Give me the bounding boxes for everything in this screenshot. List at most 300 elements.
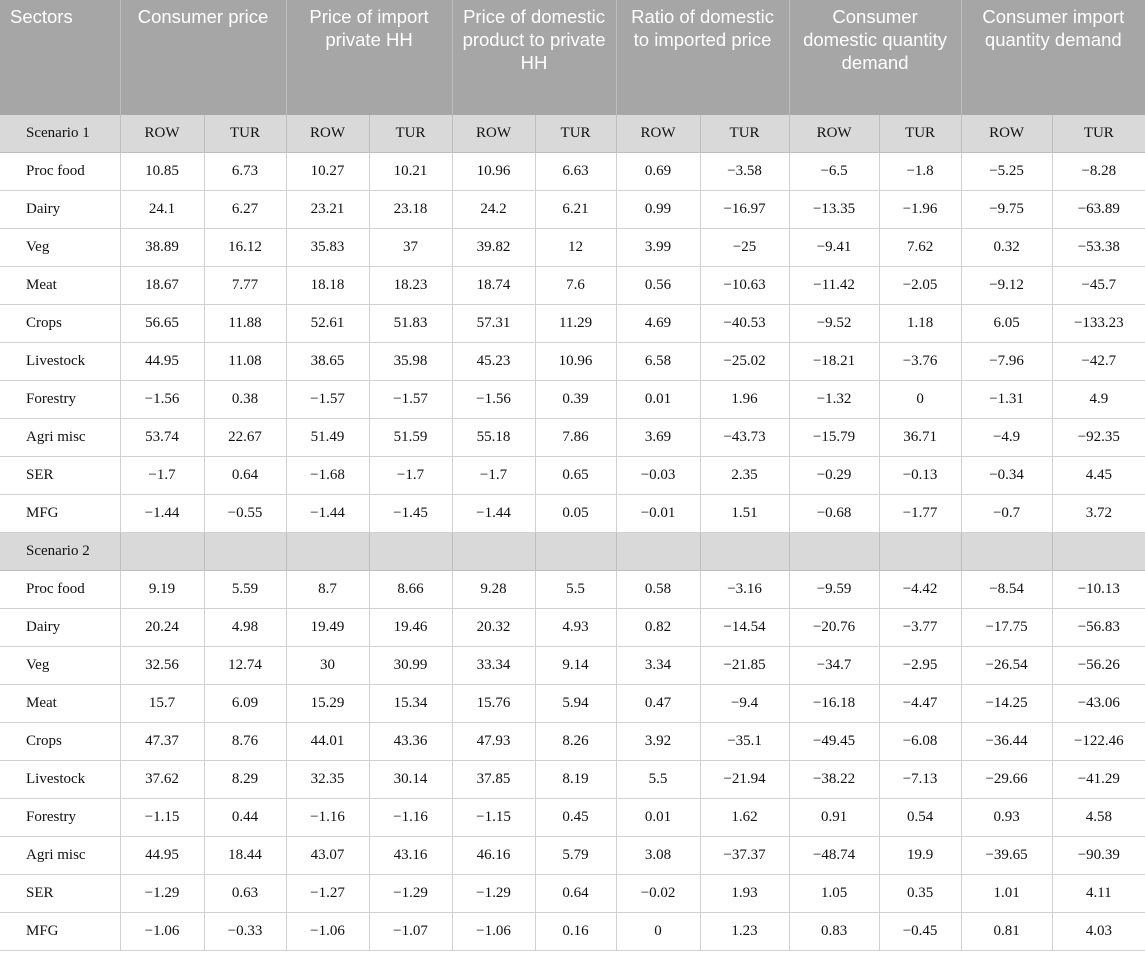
value-cell: 0.93: [961, 799, 1052, 837]
value-cell: −21.85: [700, 647, 789, 685]
value-cell: 9.14: [535, 647, 616, 685]
value-cell: 51.49: [286, 419, 369, 457]
value-cell: 37.62: [120, 761, 204, 799]
table-row: [0, 685, 1145, 723]
value-cell: −1.56: [120, 381, 204, 419]
value-cell: 0.69: [616, 153, 700, 191]
value-cell: 0.01: [616, 799, 700, 837]
sector-cell: SER: [0, 875, 120, 913]
value-cell: −49.45: [789, 723, 879, 761]
value-cell: −9.59: [789, 571, 879, 609]
value-cell: 44.95: [120, 343, 204, 381]
value-cell: 5.5: [535, 571, 616, 609]
scenario-label: Scenario 2: [0, 533, 120, 571]
table-row: [0, 609, 1145, 647]
value-cell: 8.66: [369, 571, 452, 609]
value-cell: −1.96: [879, 191, 961, 229]
value-cell: −10.13: [1052, 571, 1145, 609]
value-cell: 0.83: [789, 913, 879, 951]
value-cell: −56.26: [1052, 647, 1145, 685]
value-cell: 6.27: [204, 191, 286, 229]
value-cell: −1.8: [879, 153, 961, 191]
value-cell: −1.56: [452, 381, 535, 419]
value-cell: 1.93: [700, 875, 789, 913]
subheader-row: ROW: [120, 115, 204, 153]
value-cell: 7.62: [879, 229, 961, 267]
value-cell: −1.06: [120, 913, 204, 951]
value-cell: 18.18: [286, 267, 369, 305]
value-cell: −16.97: [700, 191, 789, 229]
value-cell: 15.29: [286, 685, 369, 723]
value-cell: 0.58: [616, 571, 700, 609]
table-body: [0, 115, 1145, 951]
value-cell: −18.21: [789, 343, 879, 381]
value-cell: 4.45: [1052, 457, 1145, 495]
value-cell: 0.56: [616, 267, 700, 305]
value-cell: −133.23: [1052, 305, 1145, 343]
value-cell: 7.77: [204, 267, 286, 305]
value-cell: 51.83: [369, 305, 452, 343]
value-cell: −1.57: [286, 381, 369, 419]
value-cell: −35.1: [700, 723, 789, 761]
sector-cell: MFG: [0, 913, 120, 951]
sector-cell: Dairy: [0, 609, 120, 647]
value-cell: −1.7: [120, 457, 204, 495]
value-cell: −3.58: [700, 153, 789, 191]
value-cell: −41.29: [1052, 761, 1145, 799]
value-cell: −4.42: [879, 571, 961, 609]
value-cell: −0.02: [616, 875, 700, 913]
value-cell: −4.9: [961, 419, 1052, 457]
value-cell: −16.18: [789, 685, 879, 723]
table-row: [0, 913, 1145, 951]
value-cell: 0.81: [961, 913, 1052, 951]
sector-cell: Proc food: [0, 571, 120, 609]
scenario-row: [0, 115, 1145, 153]
value-cell: −48.74: [789, 837, 879, 875]
value-cell: −42.7: [1052, 343, 1145, 381]
value-cell: −38.22: [789, 761, 879, 799]
value-cell: −1.32: [789, 381, 879, 419]
table-row: [0, 191, 1145, 229]
value-cell: 16.12: [204, 229, 286, 267]
value-cell: 5.5: [616, 761, 700, 799]
value-cell: −26.54: [961, 647, 1052, 685]
value-cell: −15.79: [789, 419, 879, 457]
value-cell: 8.26: [535, 723, 616, 761]
header-row: [0, 0, 1145, 115]
value-cell: 43.16: [369, 837, 452, 875]
value-cell: 8.29: [204, 761, 286, 799]
value-cell: −0.68: [789, 495, 879, 533]
value-cell: 43.07: [286, 837, 369, 875]
sector-cell: Agri misc: [0, 419, 120, 457]
subheader-tur: TUR: [535, 115, 616, 153]
value-cell: 3.72: [1052, 495, 1145, 533]
scenario-label: Scenario 1: [0, 115, 120, 153]
table-row: [0, 837, 1145, 875]
value-cell: −56.83: [1052, 609, 1145, 647]
value-cell: −36.44: [961, 723, 1052, 761]
value-cell: 0.82: [616, 609, 700, 647]
value-cell: −0.55: [204, 495, 286, 533]
scenario-blank-cell: [204, 533, 286, 571]
value-cell: 8.7: [286, 571, 369, 609]
value-cell: 10.85: [120, 153, 204, 191]
value-cell: −21.94: [700, 761, 789, 799]
value-cell: 0.64: [204, 457, 286, 495]
value-cell: −7.13: [879, 761, 961, 799]
value-cell: −43.06: [1052, 685, 1145, 723]
value-cell: −1.27: [286, 875, 369, 913]
value-cell: −1.15: [452, 799, 535, 837]
value-cell: 8.19: [535, 761, 616, 799]
value-cell: 0.05: [535, 495, 616, 533]
table-row: [0, 457, 1145, 495]
value-cell: −1.7: [452, 457, 535, 495]
value-cell: −92.35: [1052, 419, 1145, 457]
value-cell: 0.44: [204, 799, 286, 837]
value-cell: 24.1: [120, 191, 204, 229]
scenario-blank-cell: [616, 533, 700, 571]
value-cell: 32.56: [120, 647, 204, 685]
value-cell: −1.68: [286, 457, 369, 495]
value-cell: 36.71: [879, 419, 961, 457]
value-cell: 4.98: [204, 609, 286, 647]
scenario-blank-cell: [1052, 533, 1145, 571]
value-cell: −8.28: [1052, 153, 1145, 191]
value-cell: 0.99: [616, 191, 700, 229]
value-cell: −7.96: [961, 343, 1052, 381]
value-cell: 0: [879, 381, 961, 419]
value-cell: 35.98: [369, 343, 452, 381]
value-cell: −14.54: [700, 609, 789, 647]
header-import-demand: Consumer import quantity demand: [961, 0, 1145, 115]
table-row: [0, 267, 1145, 305]
value-cell: −0.7: [961, 495, 1052, 533]
value-cell: 10.96: [452, 153, 535, 191]
value-cell: 47.93: [452, 723, 535, 761]
value-cell: −1.07: [369, 913, 452, 951]
table-row: [0, 571, 1145, 609]
value-cell: 0.01: [616, 381, 700, 419]
sector-cell: Dairy: [0, 191, 120, 229]
value-cell: 3.69: [616, 419, 700, 457]
value-cell: 32.35: [286, 761, 369, 799]
table-row: [0, 495, 1145, 533]
value-cell: 6.05: [961, 305, 1052, 343]
sector-cell: Crops: [0, 723, 120, 761]
value-cell: −1.29: [452, 875, 535, 913]
subheader-tur: TUR: [879, 115, 961, 153]
value-cell: 1.23: [700, 913, 789, 951]
sector-cell: Livestock: [0, 343, 120, 381]
scenario-blank-cell: [879, 533, 961, 571]
value-cell: 11.08: [204, 343, 286, 381]
value-cell: 0.65: [535, 457, 616, 495]
value-cell: 9.28: [452, 571, 535, 609]
value-cell: −0.45: [879, 913, 961, 951]
value-cell: −9.52: [789, 305, 879, 343]
value-cell: −9.75: [961, 191, 1052, 229]
value-cell: 55.18: [452, 419, 535, 457]
value-cell: 0.54: [879, 799, 961, 837]
sector-cell: Livestock: [0, 761, 120, 799]
table-row: [0, 229, 1145, 267]
value-cell: 24.2: [452, 191, 535, 229]
value-cell: 15.7: [120, 685, 204, 723]
value-cell: 44.95: [120, 837, 204, 875]
sector-cell: Meat: [0, 685, 120, 723]
value-cell: −1.31: [961, 381, 1052, 419]
table-row: [0, 799, 1145, 837]
sector-cell: SER: [0, 457, 120, 495]
header-domestic-demand: Consumer domestic quantity demand: [789, 0, 961, 115]
value-cell: −10.63: [700, 267, 789, 305]
value-cell: 15.76: [452, 685, 535, 723]
value-cell: −2.05: [879, 267, 961, 305]
value-cell: 4.9: [1052, 381, 1145, 419]
value-cell: −90.39: [1052, 837, 1145, 875]
value-cell: 0: [616, 913, 700, 951]
value-cell: 0.16: [535, 913, 616, 951]
value-cell: −14.25: [961, 685, 1052, 723]
value-cell: 35.83: [286, 229, 369, 267]
table-row: [0, 875, 1145, 913]
value-cell: −1.16: [286, 799, 369, 837]
value-cell: 43.36: [369, 723, 452, 761]
value-cell: 33.34: [452, 647, 535, 685]
value-cell: 1.51: [700, 495, 789, 533]
value-cell: 0.91: [789, 799, 879, 837]
table-row: [0, 381, 1145, 419]
value-cell: 0.47: [616, 685, 700, 723]
value-cell: −3.77: [879, 609, 961, 647]
value-cell: −1.7: [369, 457, 452, 495]
sector-cell: Forestry: [0, 381, 120, 419]
value-cell: 12: [535, 229, 616, 267]
value-cell: 18.23: [369, 267, 452, 305]
subheader-row: ROW: [961, 115, 1052, 153]
value-cell: 45.23: [452, 343, 535, 381]
value-cell: −6.5: [789, 153, 879, 191]
value-cell: 2.35: [700, 457, 789, 495]
scenario-row: [0, 533, 1145, 571]
value-cell: 5.59: [204, 571, 286, 609]
value-cell: 10.27: [286, 153, 369, 191]
value-cell: −1.77: [879, 495, 961, 533]
table-row: [0, 419, 1145, 457]
value-cell: −1.15: [120, 799, 204, 837]
value-cell: −8.54: [961, 571, 1052, 609]
value-cell: −37.37: [700, 837, 789, 875]
header-consumer-price: Consumer price: [120, 0, 286, 115]
scenario-blank-cell: [961, 533, 1052, 571]
value-cell: 6.73: [204, 153, 286, 191]
table-row: [0, 761, 1145, 799]
header-ratio: Ratio of domestic to imported price: [616, 0, 789, 115]
value-cell: −2.95: [879, 647, 961, 685]
value-cell: 51.59: [369, 419, 452, 457]
value-cell: 15.34: [369, 685, 452, 723]
value-cell: −0.33: [204, 913, 286, 951]
value-cell: 1.18: [879, 305, 961, 343]
sector-cell: Forestry: [0, 799, 120, 837]
value-cell: 37.85: [452, 761, 535, 799]
value-cell: 0.32: [961, 229, 1052, 267]
value-cell: 30.14: [369, 761, 452, 799]
value-cell: −11.42: [789, 267, 879, 305]
value-cell: −9.41: [789, 229, 879, 267]
value-cell: 12.74: [204, 647, 286, 685]
value-cell: 18.44: [204, 837, 286, 875]
value-cell: −1.06: [286, 913, 369, 951]
value-cell: 53.74: [120, 419, 204, 457]
value-cell: 3.08: [616, 837, 700, 875]
value-cell: 37: [369, 229, 452, 267]
subheader-tur: TUR: [700, 115, 789, 153]
value-cell: 11.29: [535, 305, 616, 343]
table-row: [0, 647, 1145, 685]
value-cell: 22.67: [204, 419, 286, 457]
value-cell: 5.79: [535, 837, 616, 875]
value-cell: −0.01: [616, 495, 700, 533]
subheader-row: ROW: [616, 115, 700, 153]
value-cell: −17.75: [961, 609, 1052, 647]
value-cell: −25: [700, 229, 789, 267]
sector-cell: Meat: [0, 267, 120, 305]
value-cell: 20.32: [452, 609, 535, 647]
value-cell: −1.57: [369, 381, 452, 419]
value-cell: 7.6: [535, 267, 616, 305]
value-cell: 18.67: [120, 267, 204, 305]
scenario-blank-cell: [120, 533, 204, 571]
sector-cell: Veg: [0, 647, 120, 685]
value-cell: 18.74: [452, 267, 535, 305]
subheader-tur: TUR: [369, 115, 452, 153]
value-cell: 6.63: [535, 153, 616, 191]
value-cell: −122.46: [1052, 723, 1145, 761]
value-cell: 6.09: [204, 685, 286, 723]
value-cell: 11.88: [204, 305, 286, 343]
value-cell: 0.35: [879, 875, 961, 913]
value-cell: 30: [286, 647, 369, 685]
value-cell: 1.96: [700, 381, 789, 419]
value-cell: −13.35: [789, 191, 879, 229]
header-price-import: Price of import private HH: [286, 0, 452, 115]
table-row: [0, 153, 1145, 191]
subheader-row: ROW: [286, 115, 369, 153]
value-cell: −40.53: [700, 305, 789, 343]
value-cell: −6.08: [879, 723, 961, 761]
value-cell: −0.34: [961, 457, 1052, 495]
scenario-blank-cell: [286, 533, 369, 571]
value-cell: 19.49: [286, 609, 369, 647]
value-cell: 57.31: [452, 305, 535, 343]
value-cell: 38.89: [120, 229, 204, 267]
value-cell: −1.44: [286, 495, 369, 533]
value-cell: −43.73: [700, 419, 789, 457]
value-cell: 7.86: [535, 419, 616, 457]
value-cell: 19.46: [369, 609, 452, 647]
value-cell: 46.16: [452, 837, 535, 875]
value-cell: −45.7: [1052, 267, 1145, 305]
value-cell: −1.16: [369, 799, 452, 837]
value-cell: −25.02: [700, 343, 789, 381]
sector-cell: Agri misc: [0, 837, 120, 875]
scenario-blank-cell: [535, 533, 616, 571]
value-cell: 30.99: [369, 647, 452, 685]
subheader-tur: TUR: [1052, 115, 1145, 153]
value-cell: −3.16: [700, 571, 789, 609]
value-cell: −1.29: [369, 875, 452, 913]
value-cell: 1.05: [789, 875, 879, 913]
value-cell: −0.29: [789, 457, 879, 495]
value-cell: −29.66: [961, 761, 1052, 799]
sector-cell: Crops: [0, 305, 120, 343]
sector-cell: Veg: [0, 229, 120, 267]
value-cell: 3.99: [616, 229, 700, 267]
subheader-tur: TUR: [204, 115, 286, 153]
value-cell: 4.58: [1052, 799, 1145, 837]
value-cell: −3.76: [879, 343, 961, 381]
table-row: [0, 723, 1145, 761]
header-price-domestic: Price of domestic product to private HH: [452, 0, 616, 115]
scenario-blank-cell: [789, 533, 879, 571]
value-cell: 4.11: [1052, 875, 1145, 913]
table-row: [0, 305, 1145, 343]
value-cell: 4.03: [1052, 913, 1145, 951]
value-cell: −53.38: [1052, 229, 1145, 267]
value-cell: 6.21: [535, 191, 616, 229]
value-cell: −0.13: [879, 457, 961, 495]
scenario-blank-cell: [700, 533, 789, 571]
value-cell: 23.21: [286, 191, 369, 229]
value-cell: −1.44: [120, 495, 204, 533]
subheader-row: ROW: [789, 115, 879, 153]
value-cell: −1.29: [120, 875, 204, 913]
header-sectors: Sectors: [0, 0, 120, 115]
value-cell: 20.24: [120, 609, 204, 647]
value-cell: 3.92: [616, 723, 700, 761]
value-cell: 0.38: [204, 381, 286, 419]
value-cell: −34.7: [789, 647, 879, 685]
value-cell: 10.21: [369, 153, 452, 191]
value-cell: 38.65: [286, 343, 369, 381]
value-cell: −63.89: [1052, 191, 1145, 229]
value-cell: −4.47: [879, 685, 961, 723]
value-cell: −5.25: [961, 153, 1052, 191]
value-cell: 52.61: [286, 305, 369, 343]
value-cell: 4.93: [535, 609, 616, 647]
value-cell: 6.58: [616, 343, 700, 381]
value-cell: 3.34: [616, 647, 700, 685]
value-cell: 4.69: [616, 305, 700, 343]
value-cell: 8.76: [204, 723, 286, 761]
value-cell: −39.65: [961, 837, 1052, 875]
table-row: [0, 343, 1145, 381]
scenario-blank-cell: [369, 533, 452, 571]
value-cell: 0.63: [204, 875, 286, 913]
value-cell: 19.9: [879, 837, 961, 875]
value-cell: −20.76: [789, 609, 879, 647]
value-cell: 0.39: [535, 381, 616, 419]
scenario-blank-cell: [452, 533, 535, 571]
subheader-row: ROW: [452, 115, 535, 153]
value-cell: 1.01: [961, 875, 1052, 913]
value-cell: 5.94: [535, 685, 616, 723]
value-cell: 0.64: [535, 875, 616, 913]
